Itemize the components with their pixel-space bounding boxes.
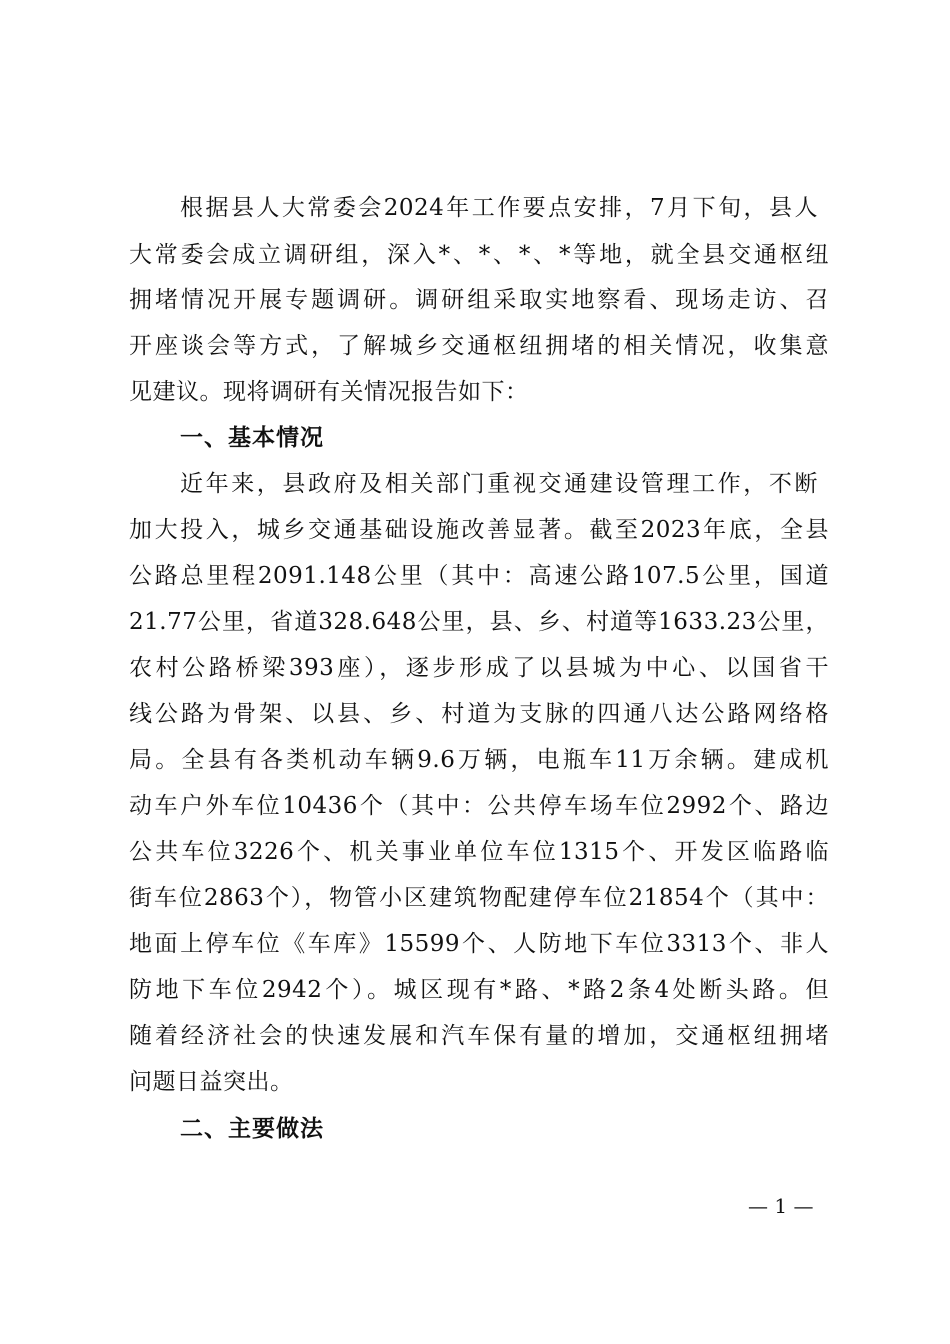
basic-line-11: 地面上停车位《车库》15599个、人防地下车位3313个、非人 — [129, 931, 829, 957]
basic-line-8: 动车户外车位10436个（其中：公共停车场车位2992个、路边 — [129, 793, 829, 819]
basic-line-2: 加大投入，城乡交通基础设施改善显著。截至2023年底，全县 — [129, 517, 829, 543]
intro-line-1: 根据县人大常委会2024年工作要点安排，7月下旬，县人 — [180, 195, 818, 221]
basic-line-9: 公共车位3226个、机关事业单位车位1315个、开发区临路临 — [129, 839, 829, 865]
basic-line-12: 防地下车位2942个）。城区现有*路、*路2条4处断头路。但 — [129, 977, 829, 1003]
basic-line-1: 近年来，县政府及相关部门重视交通建设管理工作，不断 — [180, 471, 818, 497]
intro-line-5: 见建议。现将调研有关情况报告如下： — [129, 379, 529, 405]
basic-line-14: 问题日益突出。 — [129, 1069, 294, 1095]
basic-line-7: 局。全县有各类机动车辆9.6万辆，电瓶车11万余辆。建成机 — [129, 747, 829, 773]
basic-line-13: 随着经济社会的快速发展和汽车保有量的增加，交通枢纽拥堵 — [129, 1023, 829, 1049]
intro-line-2: 大常委会成立调研组，深入*、*、*、*等地，就全县交通枢纽 — [129, 242, 829, 268]
basic-line-4: 21.77公里，省道328.648公里，县、乡、村道等1633.23公里， — [129, 609, 829, 635]
intro-line-3: 拥堵情况开展专题调研。调研组采取实地察看、现场走访、召 — [129, 287, 829, 313]
basic-line-3: 公路总里程2091.148公里（其中：高速公路107.5公里，国道 — [129, 563, 829, 589]
basic-line-5: 农村公路桥梁393座），逐步形成了以县城为中心、以国省干 — [129, 655, 829, 681]
basic-line-10: 街车位2863个），物管小区建筑物配建停车位21854个（其中： — [129, 885, 829, 911]
page-number: — 1 — — [748, 1194, 814, 1218]
section-heading-basic: 一、基本情况 — [180, 424, 324, 451]
section-heading-practices: 二、主要做法 — [180, 1115, 324, 1142]
basic-line-6: 线公路为骨架、以县、乡、村道为支脉的四通八达公路网络格 — [129, 701, 829, 727]
intro-line-4: 开座谈会等方式，了解城乡交通枢纽拥堵的相关情况，收集意 — [129, 333, 829, 359]
